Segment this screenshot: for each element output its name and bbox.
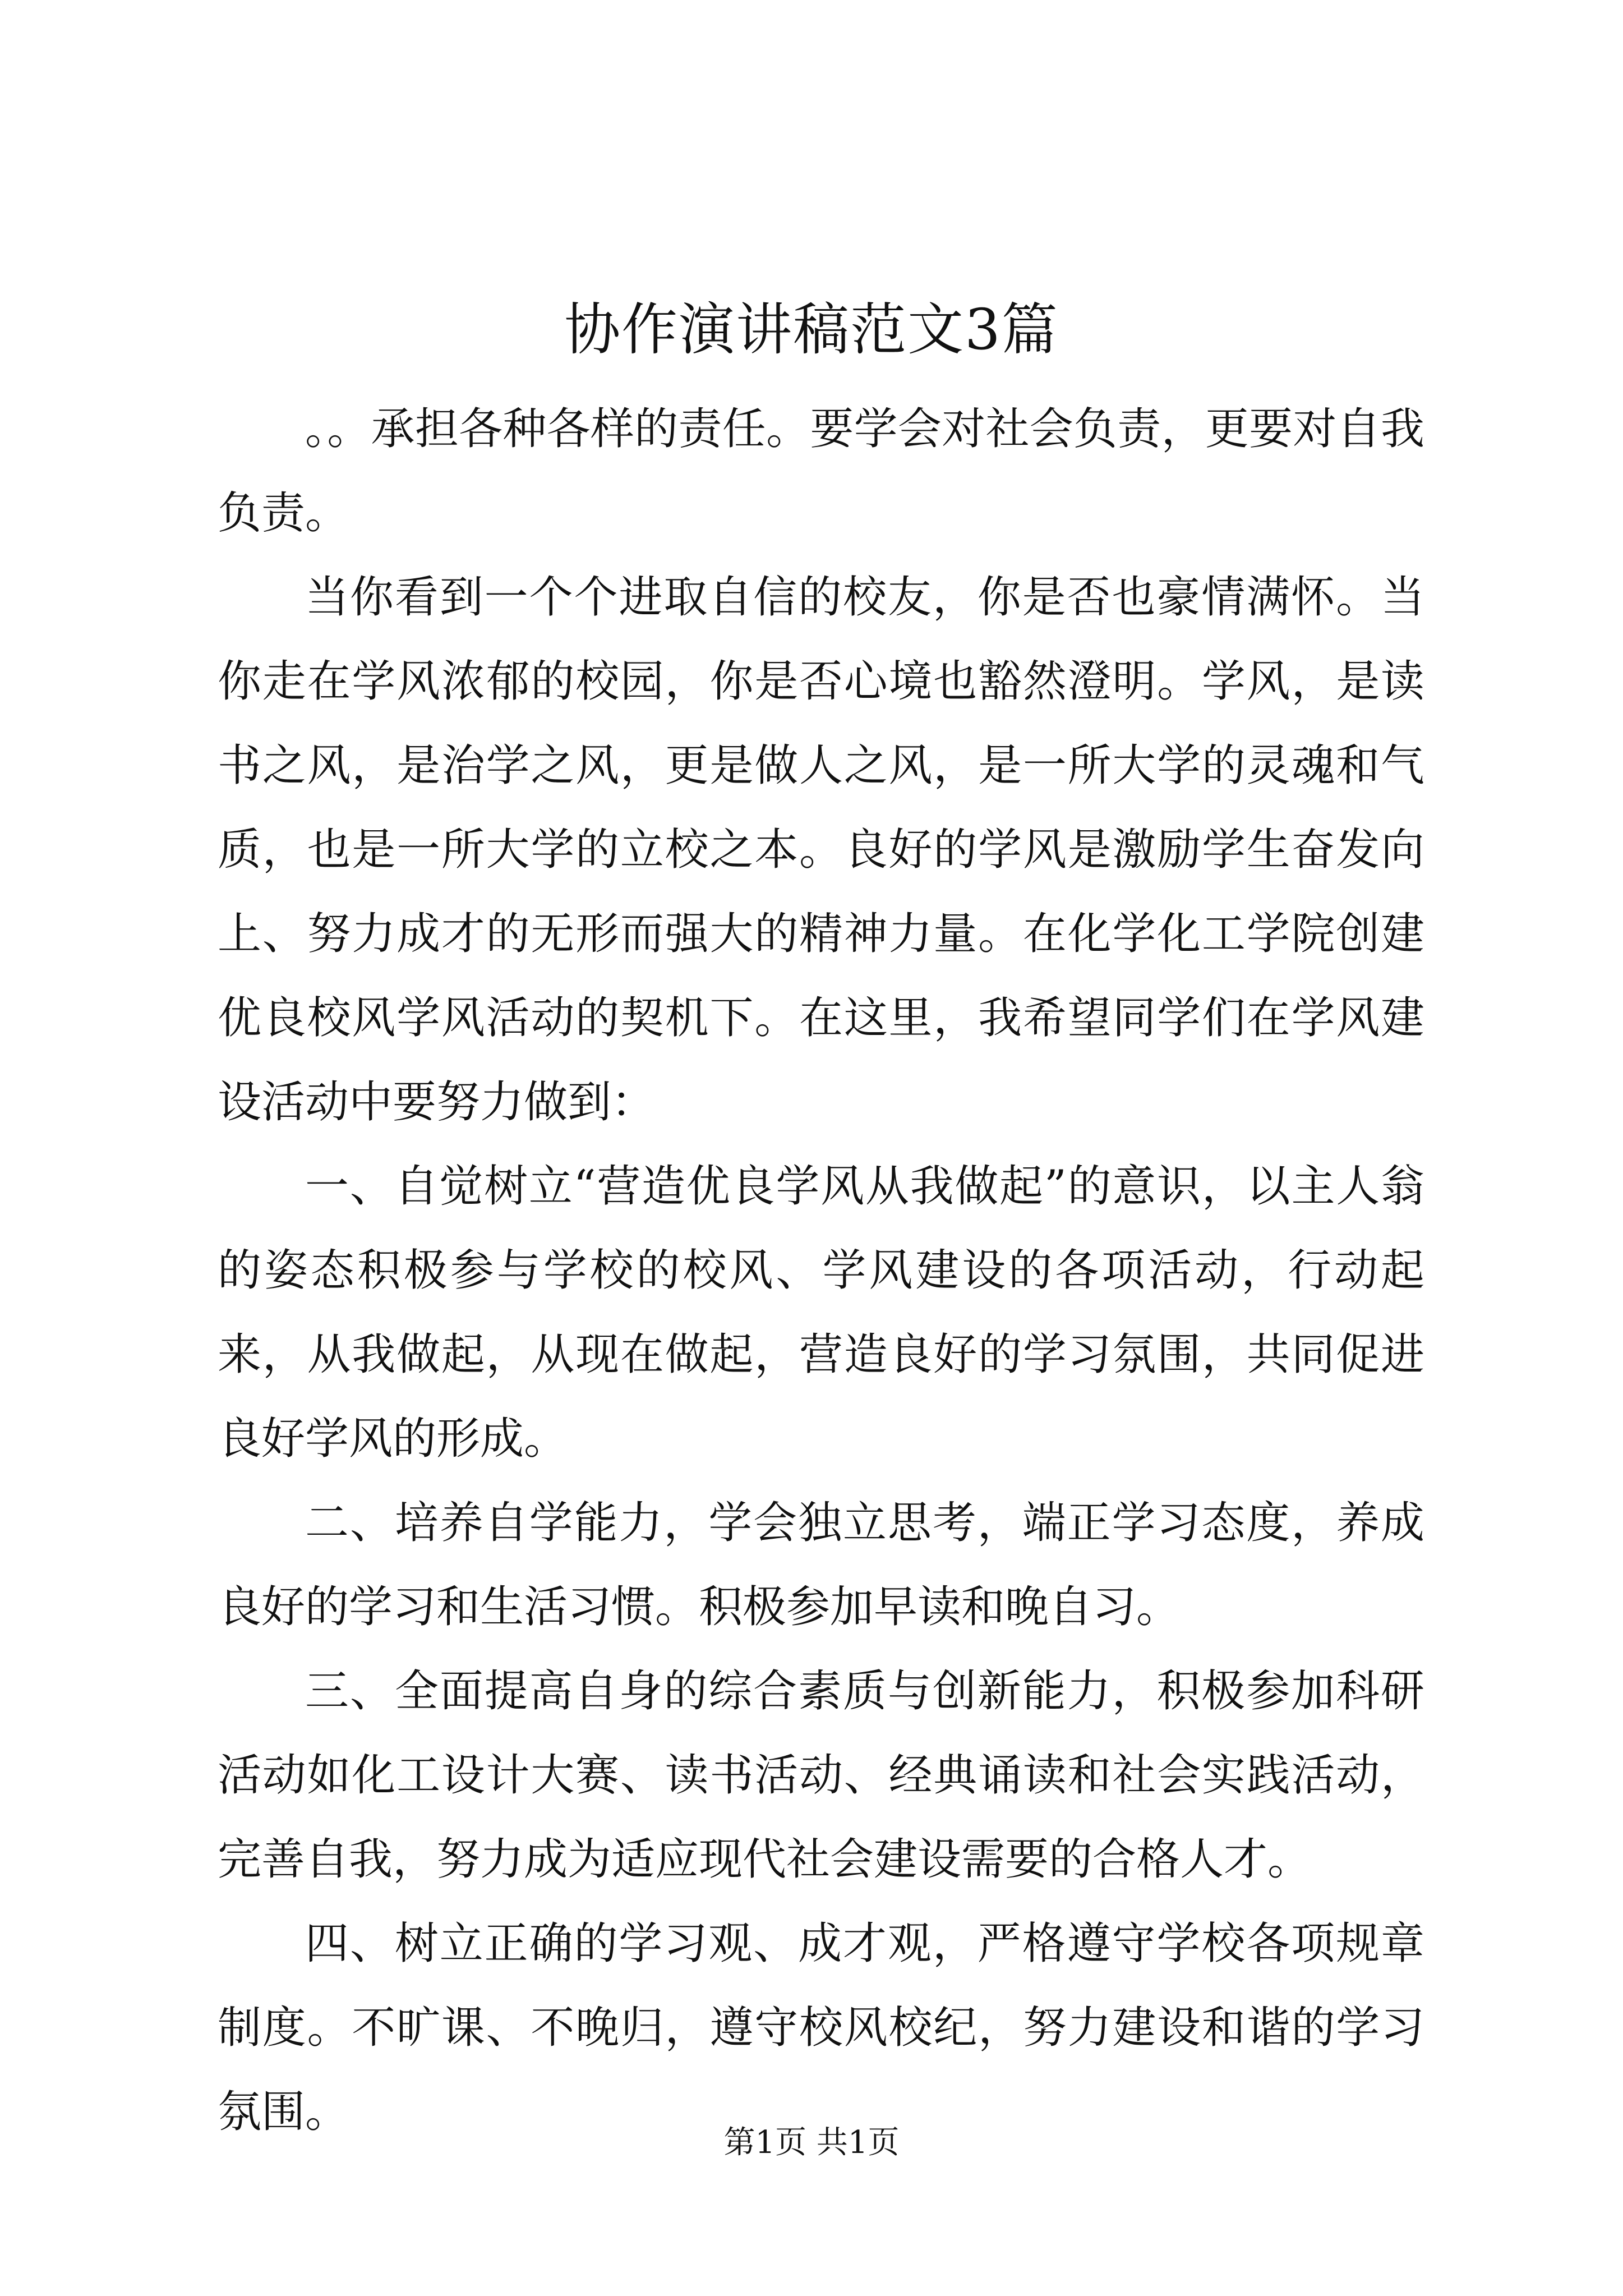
paragraph: 四、树立正确的学习观、成才观，严格遵守学校各项规章制度。不旷课、不晚归，遵守校风校纪，努力建设和谐的学习氛围。 xyxy=(218,1918,1424,2137)
paragraph: 三、全面提高自身的综合素质与创新能力，积极参加科研活动如化工设计大赛、读书活动、经典诵读和社会实践活动，完善自我，努力成为适应现代社会建设需要的合格人才。 xyxy=(218,1666,1424,1885)
page-footer: 第1页 共1页 xyxy=(723,2124,900,2161)
paragraph: 当你看到一个个进取自信的校友，你是否也豪情满怀。当你走在学风浓郁的校园，你是否心境也豁然澄明。学风，是读书之风，是治学之风，更是做人之风，是一所大学的灵魂和气质，也是一所大学的立校之本。良好的学风是激励学生奋发向上、努力成才的无形而强大的精神力量。在化学化工学院创建优良校风学风活动的契机下。在这里，我希望同学们在学风建设活动中要努力做到： xyxy=(218,572,1424,1128)
document-body xyxy=(218,387,1424,2154)
paragraph: 二、培养自学能力，学会独立思考，端正学习态度，养成良好的学习和生活习惯。积极参加早读和晚自习。 xyxy=(218,1498,1424,1632)
paragraph: 。。承担各种各样的责任。要学会对社会负责，更要对自我负责。 xyxy=(218,404,1424,539)
paragraph: 一、自觉树立“营造优良学风从我做起”的意识，以主人翁的姿态积极参与学校的校风、学风建设的各项活动，行动起来，从我做起，从现在做起，营造良好的学习氛围，共同促进良好学风的形成。 xyxy=(218,1161,1424,1464)
document-title: 协作演讲稿范文3篇 xyxy=(564,297,1059,362)
